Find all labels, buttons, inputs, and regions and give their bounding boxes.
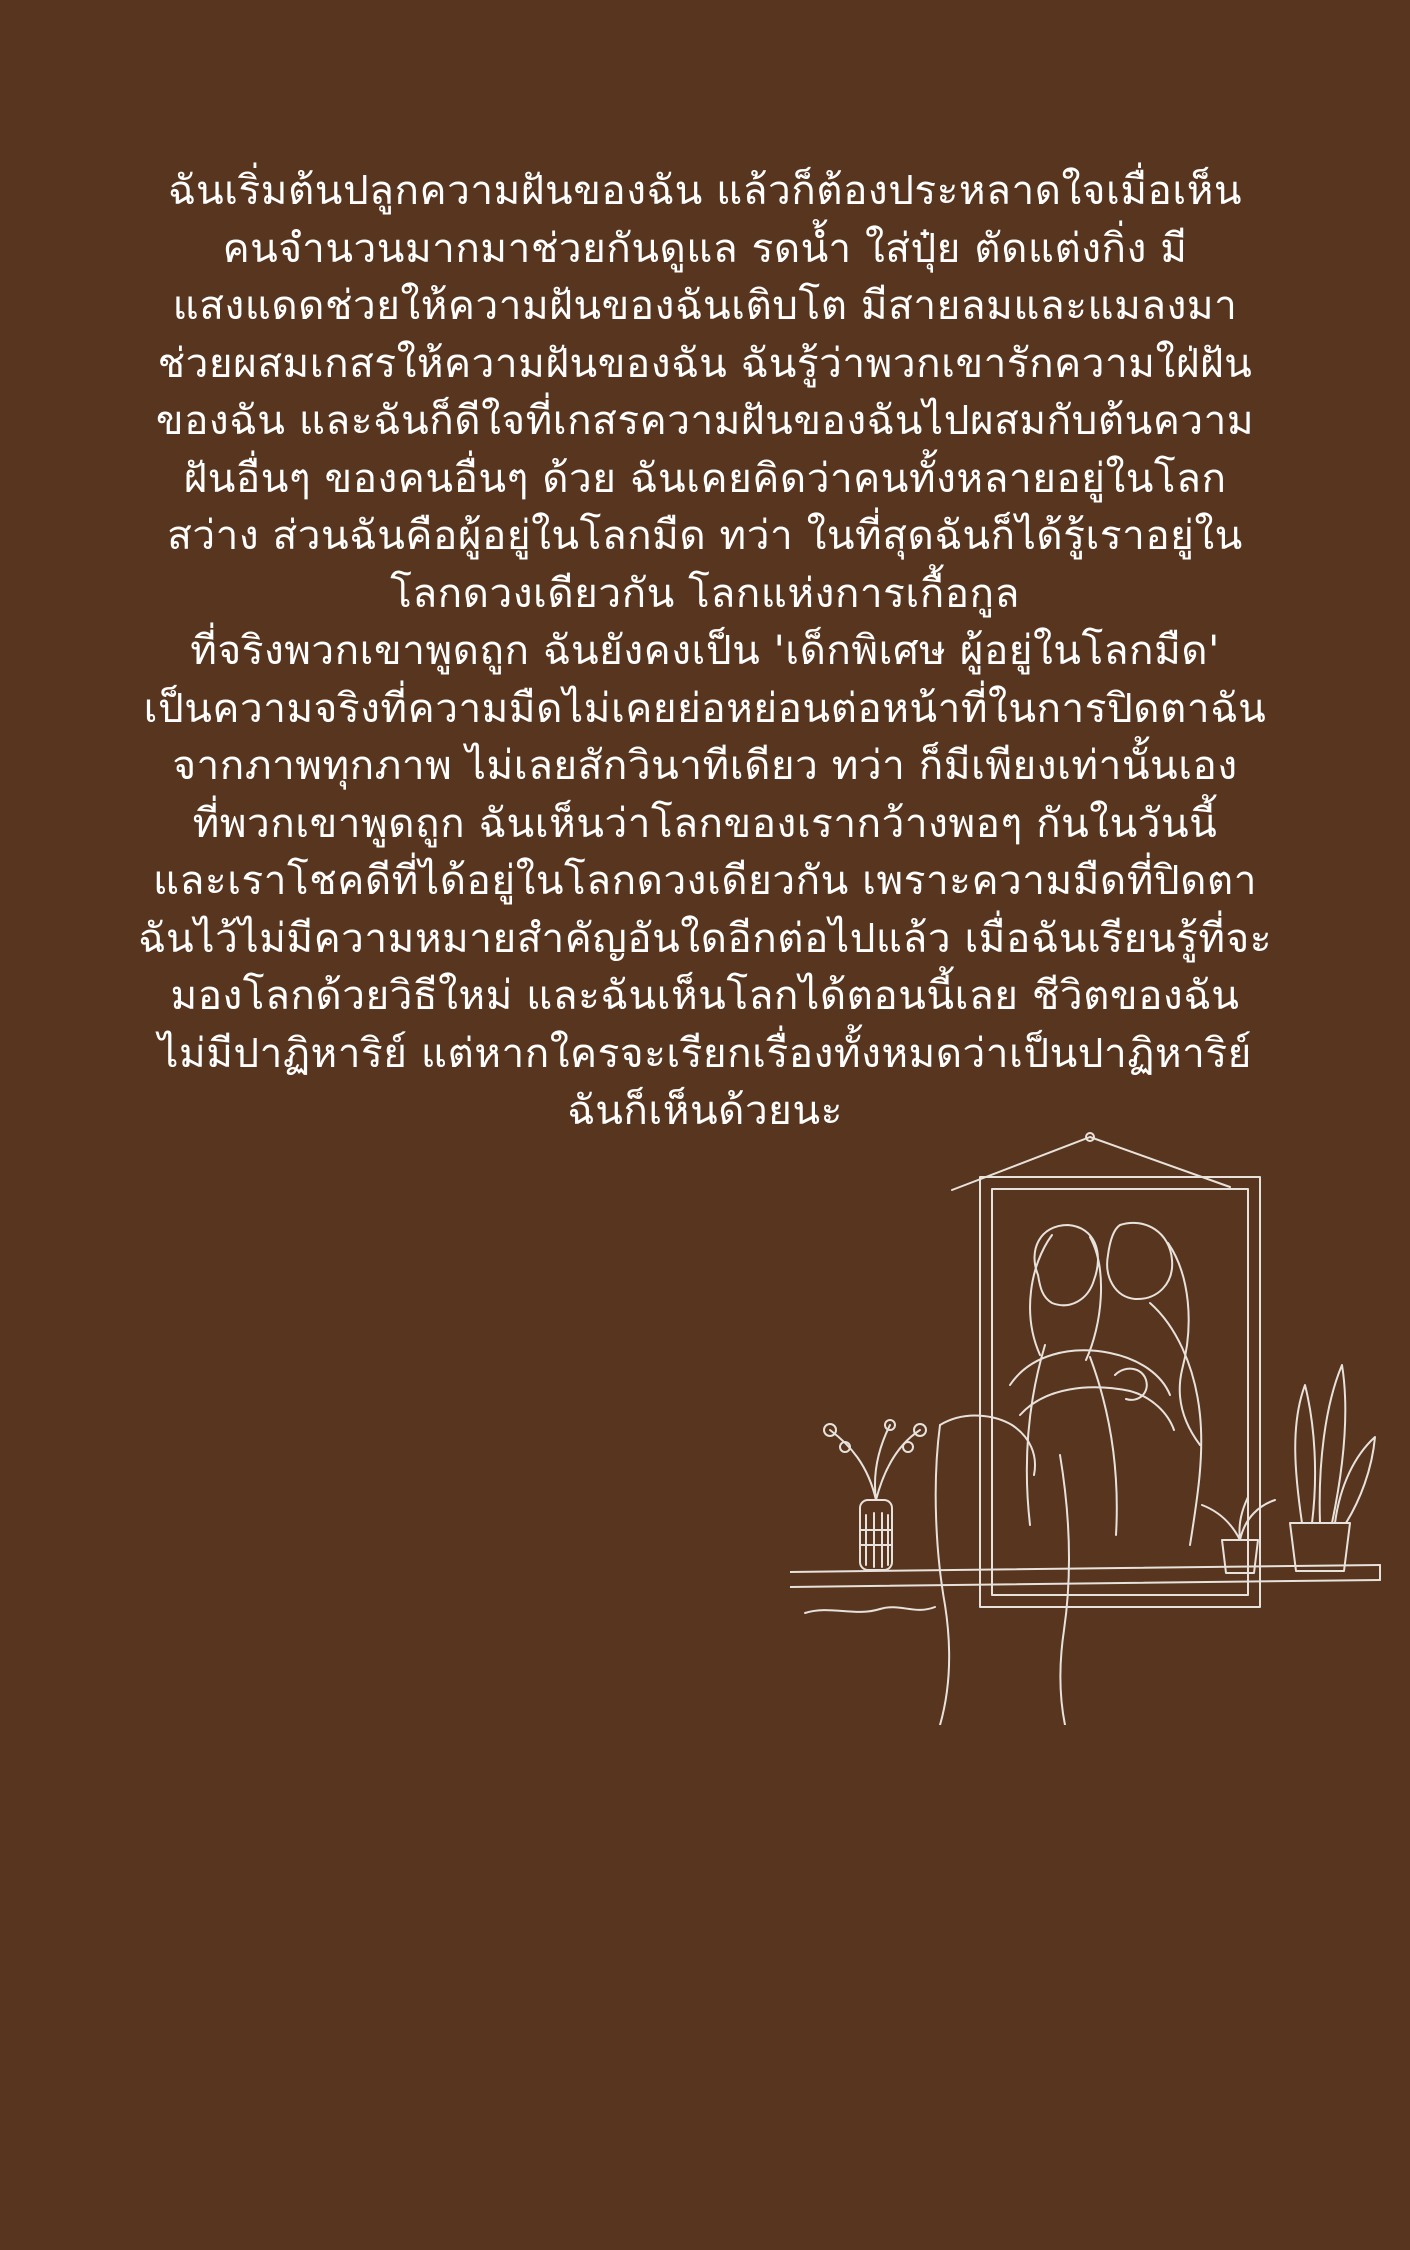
head-left <box>1035 1225 1098 1305</box>
story-line: แสงแดดช่วยให้ความฝันของฉันเติบโต มีสายลมและแมลงมา <box>172 281 1238 329</box>
story-line: จากภาพทุกภาพ ไม่เลยสักวินาทีเดียว ทว่า ก็มีเพียงเท่านั้นเอง <box>172 741 1238 789</box>
branch <box>830 1425 920 1500</box>
arm-hug-2 <box>1020 1387 1174 1430</box>
vase-grid <box>860 1513 892 1567</box>
story-line: ไม่มีปาฏิหาริย์ แต่หากใครจะเรียกเรื่องทั้งหมดว่าเป็นปาฏิหาริย์ <box>158 1028 1252 1077</box>
shelf-bottom <box>790 1580 1380 1587</box>
plant-small <box>1202 1497 1275 1540</box>
story-line: ฉันก็เห็นด้วยนะ <box>567 1086 843 1134</box>
torso-left <box>1027 1345 1117 1535</box>
hair-right <box>1168 1243 1200 1445</box>
signature <box>805 1607 935 1613</box>
pot-small <box>1222 1540 1258 1573</box>
story-line: ของฉัน และฉันก็ดีใจที่เกสรความฝันของฉันไปผสมกับต้นความ <box>155 396 1255 444</box>
hair-left <box>1030 1235 1101 1360</box>
foreground-arm <box>940 1416 1035 1475</box>
mirror-hug-line-art-icon <box>790 1125 1390 1725</box>
story-line: ฉันไว้ไม่มีความหมายสำคัญอันใดอีกต่อไปแล้ว เมื่อฉันเรียนรู้ที่จะ <box>137 913 1273 962</box>
story-line: ที่จริงพวกเขาพูดถูก ฉันยังคงเป็น 'เด็กพิเศษ ผู้อยู่ในโลกมืด' <box>190 626 1220 674</box>
hanging-string <box>952 1137 1230 1190</box>
story-line: ที่พวกเขาพูดถูก ฉันเห็นว่าโลกของเรากว้างพอๆ กันในวันนี้ <box>192 798 1218 847</box>
torso-right <box>1150 1303 1201 1545</box>
mirror-frame-outer <box>980 1177 1260 1607</box>
foreground-back <box>936 1425 1069 1725</box>
story-line: ช่วยผสมเกสรให้ความฝันของฉัน ฉันรู้ว่าพวกเขารักความใฝ่ฝัน <box>157 338 1253 387</box>
story-line: และเราโชคดีที่ได้อยู่ในโลกดวงเดียวกัน เพราะความมืดที่ปิดตา <box>153 856 1257 904</box>
story-text <box>90 162 1320 1140</box>
story-line: ฉันเริ่มต้นปลูกความฝันของฉัน แล้วก็ต้องประหลาดใจเมื่อเห็น <box>167 166 1243 214</box>
mirror-frame-inner <box>992 1189 1248 1595</box>
hand <box>1115 1369 1147 1400</box>
story-line: มองโลกด้วยวิธีใหม่ และฉันเห็นโลกได้ตอนนี้เลย ชีวิตของฉัน <box>170 971 1240 1019</box>
snake-plant <box>1295 1365 1375 1523</box>
pot-tall <box>1290 1523 1350 1571</box>
story-line: โลกดวงเดียวกัน โลกแห่งการเกื้อกูล <box>390 568 1020 617</box>
leaf <box>903 1442 913 1452</box>
story-line: คนจำนวนมากมาช่วยกันดูแล รดน้ำ ใส่ปุ๋ย ตัดแต่งกิ่ง มี <box>222 223 1188 272</box>
story-line: สว่าง ส่วนฉันคือผู้อยู่ในโลกมืด ทว่า ในที่สุดฉันก็ได้รู้เราอยู่ใน <box>167 511 1243 559</box>
story-line: เป็นความจริงที่ความมืดไม่เคยย่อหย่อนต่อหน้าที่ในการปิดตาฉัน <box>143 683 1267 732</box>
story-line: ฝันอื่นๆ ของคนอื่นๆ ด้วย ฉันเคยคิดว่าคนทั้งหลายอยู่ในโลก <box>183 453 1227 502</box>
head-right <box>1107 1223 1172 1299</box>
